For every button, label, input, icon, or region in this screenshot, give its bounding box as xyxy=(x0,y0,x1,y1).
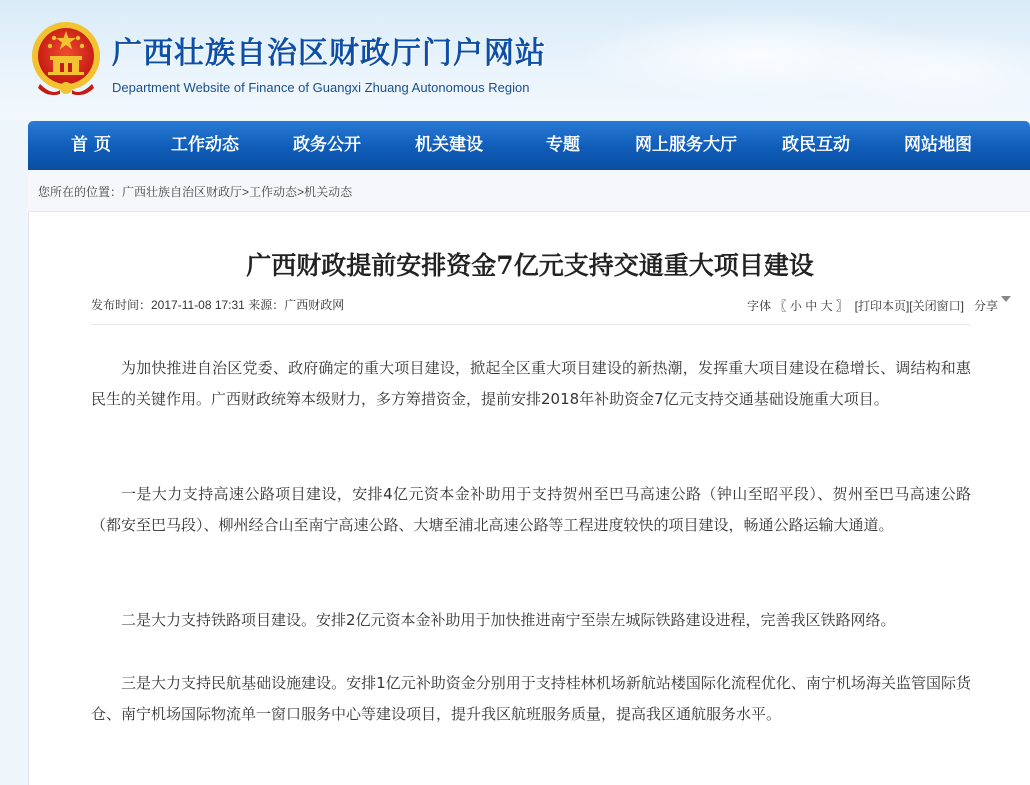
font-medium-button[interactable]: 中 xyxy=(805,299,818,313)
print-page-button[interactable]: [打印本页] xyxy=(854,299,910,313)
nav-organ-building[interactable]: 机关建设 xyxy=(415,135,483,155)
article-title: 广西财政提前安排资金7亿元支持交通重大项目建设 xyxy=(246,251,814,280)
national-emblem-icon xyxy=(30,16,102,100)
article-paragraph: 为加快推进自治区党委、政府确定的重大项目建设，掀起全区重大项目建设的新热潮，发挥重大项目建设在稳增长、调结构和惠民生的关键作用。广西财政统筹本级财力，多方筹措资金，提前安排2018年补助资金7亿元支持交通基础设施重大项目。 xyxy=(91,359,971,408)
site-title: 广西壮族自治区财政厅门户网站 xyxy=(112,36,546,71)
breadcrumb-link-work-news[interactable]: 工作动态 xyxy=(249,185,298,199)
share-dropdown-icon[interactable] xyxy=(1001,296,1011,302)
font-bracket-open: 〖 xyxy=(774,299,787,313)
article-meta xyxy=(91,296,1011,316)
main-nav xyxy=(28,121,1030,170)
font-bracket-close: 〗 xyxy=(835,299,848,313)
font-large-button[interactable]: 大 xyxy=(820,299,833,313)
nav-interaction[interactable]: 政民互动 xyxy=(782,135,850,155)
breadcrumb-separator: > xyxy=(297,185,305,199)
breadcrumb-link-finance-dept[interactable]: 广西壮族自治区财政厅 xyxy=(122,185,243,199)
article-paragraph: 二是大力支持铁路项目建设。安排2亿元资本金补助用于加快推进南宁至崇左城际铁路建设进程，完善我区铁路网络。 xyxy=(121,611,896,629)
nav-topics[interactable]: 专题 xyxy=(546,135,580,155)
font-small-button[interactable]: 小 xyxy=(789,299,802,313)
header-cloud xyxy=(810,30,1030,110)
site-subtitle: Department Website of Finance of Guangxi Zhuang Autonomous Region xyxy=(112,80,530,95)
breadcrumb-separator: > xyxy=(242,185,250,199)
breadcrumb-prefix: 您所在的位置： xyxy=(38,185,123,199)
article-paragraph: 一是大力支持高速公路项目建设，安排4亿元资本金补助用于支持贺州至巴马高速公路（钟山至昭平段）、贺州至巴马高速公路（都安至巴马段）、柳州经合山至南宁高速公路、大塘至浦北高速公路等工程进度较快的项目建设，畅通公路运输大通道。 xyxy=(91,485,971,534)
publish-info: 发布时间：2017-11-08 17:31 来源：广西财政网 xyxy=(91,298,345,312)
share-button[interactable]: 分享 xyxy=(973,299,998,313)
meta-divider xyxy=(91,324,971,325)
nav-home[interactable]: 首 页 xyxy=(71,135,111,155)
font-size-label: 字体 xyxy=(747,299,772,313)
close-window-button[interactable]: [关闭窗口] xyxy=(909,299,964,313)
breadcrumb-link-organ-news[interactable]: 机关动态 xyxy=(304,185,353,199)
nav-online-service[interactable]: 网上服务大厅 xyxy=(635,135,737,155)
article-container xyxy=(28,212,1030,785)
nav-work-news[interactable]: 工作动态 xyxy=(171,135,239,155)
article-paragraph: 三是大力支持民航基础设施建设。安排1亿元补助资金分别用于支持桂林机场新航站楼国际化流程优化、南宁机场海关监管国际货仓、南宁机场国际物流单一窗口服务中心等建设项目，提升我区航班服务质量，提高我区通航服务水平。 xyxy=(91,674,971,723)
article-tools xyxy=(747,296,1011,314)
breadcrumb xyxy=(28,170,1030,212)
nav-government-affairs[interactable]: 政务公开 xyxy=(293,135,361,155)
nav-sitemap[interactable]: 网站地图 xyxy=(904,135,972,155)
site-header xyxy=(0,0,1030,120)
